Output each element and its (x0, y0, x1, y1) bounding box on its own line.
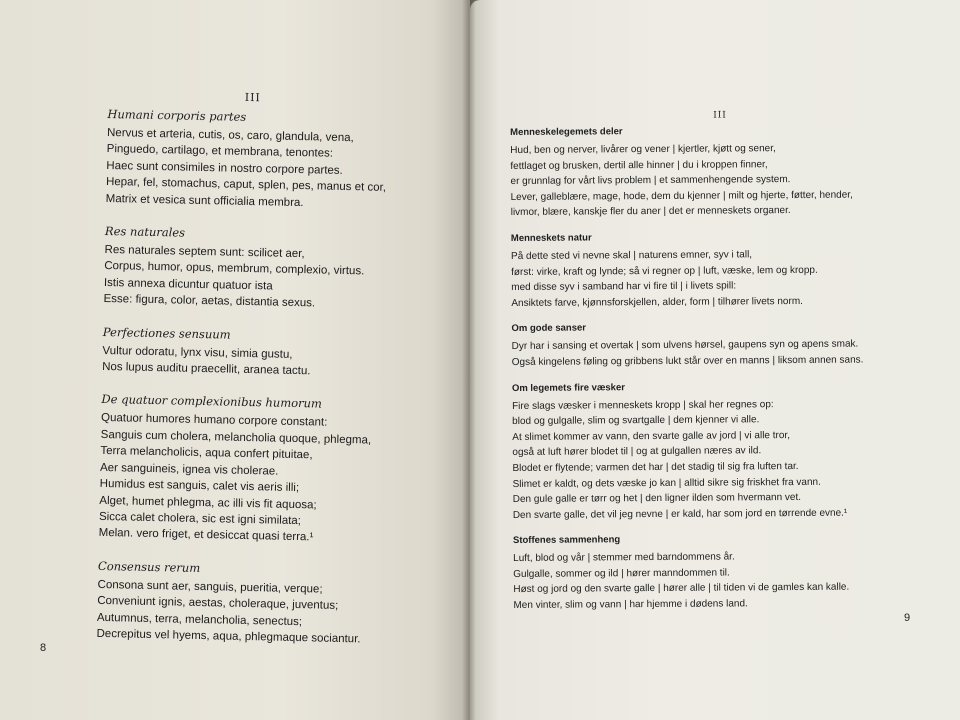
verse-line: Vultur odoratu, lynx visu, simia gustu, (102, 344, 293, 361)
verse-line: Nos lupus auditu praecellit, aranea tactu. (102, 361, 311, 378)
verse-line: Conveniunt ignis, aestas, choleraque, juventus; (97, 595, 339, 613)
verse-line: er grunnlag for vårt livs problem | et sammenhengende system. (510, 174, 791, 188)
verse-line: Sicca calet cholera, sic est igni similata; (98, 510, 302, 528)
section-heading: Menneskets natur (510, 232, 592, 244)
verse-line: Aer sanguineis, ignea vis cholerae. (99, 461, 279, 478)
page-number-left: 8 (40, 642, 47, 654)
verse-line: livmor, blære, kanskje fler du aner | det er menneskets organer. (510, 205, 791, 219)
verse-line: Terra melancholicis, aqua confert pituitae, (100, 445, 313, 462)
verse-line: Quatuor humores humano corpore constant: (100, 412, 328, 430)
verse-line: Hud, ben og nerver, livårer og vener | kjertler, kjøtt og sener, (510, 143, 776, 156)
section-heading: Consensus rerum (97, 558, 201, 575)
verse-line: Fire slags væsker i menneskets kropp | skal her regnes op: (512, 398, 774, 412)
verse-line: Lever, galleblære, mage, hode, dem du kjenner | milt og hjerte, føtter, hender, (510, 189, 853, 203)
left-text-column (96, 88, 408, 666)
verse-line: Haec sunt consimiles in nostro corpore partes. (106, 159, 343, 177)
verse-line: Nervus et arteria, cutis, os, caro, glandula, vena, (106, 126, 354, 145)
right-page (470, 0, 960, 720)
verse-line: først: virke, kraft og lynde; så vi regner op | luft, væske, lem og kropp. (511, 264, 818, 278)
verse-line: Men vinter, slim og vann | har hjemme i dødens land. (513, 598, 748, 612)
verse-line: med disse syv i samband har vi fire til | i livets spill: (511, 280, 737, 294)
verse-line: Melan. vero friget, et desiccat quasi terra.¹ (98, 527, 314, 544)
section-heading: Perfectiones sensuum (102, 324, 231, 342)
section-heading: Om legemets fire væsker (511, 381, 625, 394)
verse-line: Consona sunt aer, sanguis, pueritia, verque; (97, 578, 323, 596)
section-heading: Res naturales (104, 224, 186, 240)
section-heading: Humani corporis partes (107, 106, 247, 124)
left-section-number: III (244, 90, 261, 105)
verse-line: Den svarte galle, det vil jeg nevne | er kald, har som jord en tørrende evne.¹ (512, 507, 848, 521)
verse-line: Også kingelens føling og gribbens lukt står over en manns | liksom annen sans. (511, 354, 864, 368)
right-section-number: III (713, 110, 727, 121)
right-section-4 (512, 379, 953, 523)
verse-line: Sanguis cum cholera, melancholia quoque, phlegma, (100, 428, 372, 447)
page-number-right: 9 (904, 612, 911, 624)
verse-line: Decrepitus vel hyems, aqua, phlegmaque sociantur. (96, 627, 361, 646)
verse-line: At slimet kommer av vann, den svarte galle av jord | vi alle tror, (512, 429, 791, 443)
verse-line: Pinguedo, cartilago, et membrana, tenontes: (106, 143, 334, 161)
verse-line: Res naturales septem sunt: scilicet aer, (104, 243, 305, 261)
section-heading: De quatuor complexionibus humorum (101, 392, 323, 412)
verse-line: Høst og jord og den svarte galle | hører alle | til tiden vi de gamles kan kalle. (513, 582, 850, 596)
verse-line: Corpus, humor, opus, membrum, complexio, virtus. (104, 260, 365, 278)
verse-line: Den gule galle er tørr og het | den ligner ilden som hvermann vet. (512, 492, 802, 506)
left-page (0, 0, 470, 720)
left-section-3 (102, 325, 403, 382)
right-section-1 (510, 124, 951, 221)
left-section-5 (96, 559, 398, 649)
verse-line: Alget, humet phlegma, ac illi vis fit aquosa; (99, 494, 317, 511)
book-gutter-shadow (462, 0, 476, 720)
verse-line: Autumnus, terra, melancholia, senectus; (96, 611, 303, 628)
verse-line: Luft, blod og vår | stemmer med barndommens år. (513, 551, 735, 565)
verse-line: Istis annexa dicuntur quatuor ista (103, 276, 273, 293)
section-heading: Om gode sanser (511, 322, 587, 335)
verse-line: Dyr har i sansing et overtak | som ulvens hørsel, gaupens syn og apens smak. (511, 338, 859, 353)
verse-line: Esse: figura, color, aetas, distantia sexus. (103, 293, 316, 310)
right-section-2 (511, 230, 952, 311)
right-section-5 (513, 532, 954, 613)
verse-line: Humidus est sanguis, calet vis aeris illi; (99, 478, 300, 495)
verse-line: også at luft hører blodet til | og at gulgallen næres av ild. (512, 445, 762, 459)
verse-line: Ansiktets farve, kjønnsforskjellen, alder, form | tilhører livets norm. (511, 295, 803, 309)
right-section-3 (511, 320, 951, 370)
left-section-1 (106, 107, 408, 213)
verse-line: Slimet er kaldt, og dets væske jo kan | alltid sikre sig friskhet fra vann. (512, 476, 821, 490)
verse-line: Matrix et vesica sunt officialia membra. (105, 192, 304, 209)
right-text-column (510, 109, 954, 626)
section-heading: Menneskelegemets deler (510, 126, 623, 138)
verse-line: Gulgalle, sommer og ild | hører manndommen til. (513, 567, 730, 580)
verse-line: blod og gulgalle, slim og svartgalle | dem kjenner vi alle. (512, 414, 760, 428)
left-section-4 (98, 392, 401, 548)
verse-line: Hepar, fel, stomachus, caput, splen, pes, manus et cor, (105, 176, 387, 195)
verse-line: Blodet er flytende; varmen det har | det stadig til sig fra luften tar. (512, 460, 799, 474)
left-section-2 (103, 224, 405, 314)
verse-line: På dette sted vi nevne skal | naturens emner, syv i tall, (510, 249, 753, 262)
section-heading: Stoffenes sammenheng (512, 534, 621, 547)
verse-line: fettlaget og brusken, dertil alle hinner | du i kroppen finner, (510, 158, 768, 172)
